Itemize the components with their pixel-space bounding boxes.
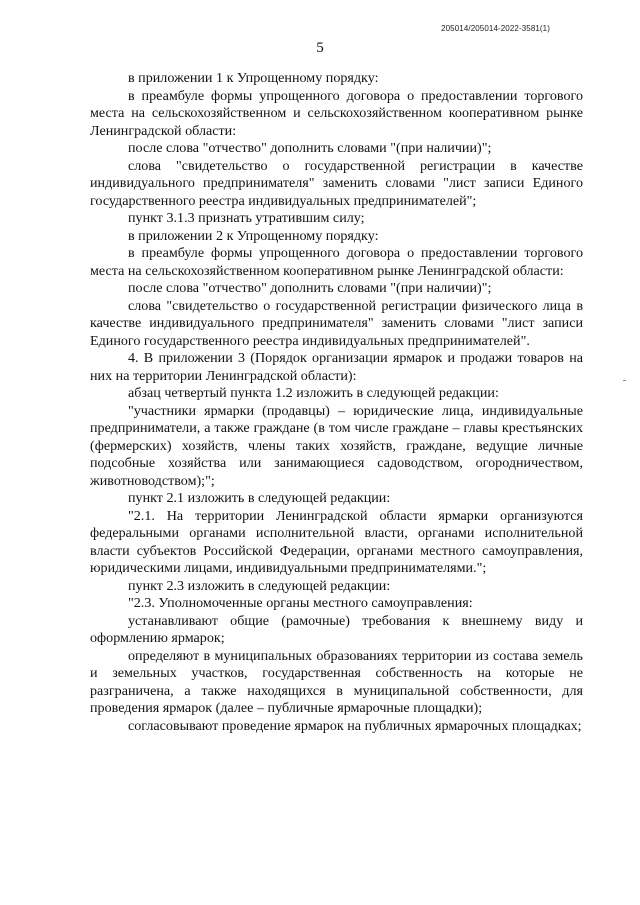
paragraph: согласовывают проведение ярмарок на публичных ярмарочных площадках; <box>128 717 582 734</box>
paragraph: 4. В приложении 3 (Порядок организации ярмарок и продажи товаров на них на территории Ленинградской области): <box>90 350 583 384</box>
paragraph: в преамбуле формы упрощенного договора о предоставлении торгового места на сельскохозяйственном и сельскохозяйственном кооперативном рынке Ленинградской области: <box>90 87 583 139</box>
paragraph: после слова "отчество" дополнить словами "(при наличии)"; <box>128 280 492 296</box>
paragraph: пункт 3.1.3 признать утратившим силу; <box>128 210 365 226</box>
paragraph: в приложении 2 к Упрощенному порядку: <box>128 227 379 244</box>
paragraph: "2.3. Уполномоченные органы местного самоуправления: <box>128 595 473 611</box>
page-number: 5 <box>316 40 324 56</box>
paragraph: "участники ярмарки (продавцы) – юридические лица, индивидуальные предприниматели, а также граждане (в том числе граждане – главы крестьянских (фермерских) хозяйств, члены таких хозяйств, граждане, ведущие личные подсобные хозяйства или занимающиеся садоводством, огородничеством, животноводством);"; <box>90 402 583 489</box>
paragraph: устанавливают общие (рамочные) требования к внешнему виду и оформлению ярмарок; <box>90 612 583 646</box>
document-id: 205014/205014-2022-3581(1) <box>441 24 550 33</box>
paragraph: пункт 2.3 изложить в следующей редакции: <box>128 577 391 594</box>
margin-mark <box>623 380 626 381</box>
paragraph: в преамбуле формы упрощенного договора о предоставлении торгового места на сельскохозяйственном кооперативном рынке Ленинградской области: <box>90 245 583 279</box>
paragraph: слова "свидетельство о государственной регистрации в качестве индивидуального предпринимателя" заменить словами "лист записи Единого государственного реестра индивидуальных предпринимателей"; <box>90 157 583 209</box>
paragraph: определяют в муниципальных образованиях территории из состава земель и земельных участков, государственная собственность на которые не разграничена, а также находящихся в муниципальной собственности, для проведения ярмарок (далее – публичные ярмарочные площадки); <box>90 647 583 716</box>
document-body <box>90 70 583 735</box>
paragraph: в приложении 1 к Упрощенному порядку: <box>128 70 379 86</box>
paragraph: "2.1. На территории Ленинградской области ярмарки организуются федеральными органами исполнительной власти, органами исполнительной власти субъектов Российской Федерации, органами местного самоуправления, юридическими лицами, индивидуальными предпринимателями."; <box>90 507 583 576</box>
paragraph: пункт 2.1 изложить в следующей редакции: <box>128 490 391 506</box>
paragraph: слова "свидетельство о государственной регистрации физического лица в качестве индивидуального предпринимателя" заменить словами "лист записи Единого государственного реестра индивидуальных предпринимателей". <box>90 297 583 349</box>
paragraph: абзац четвертый пункта 1.2 изложить в следующей редакции: <box>128 385 499 401</box>
paragraph: после слова "отчество" дополнить словами "(при наличии)"; <box>128 140 492 156</box>
